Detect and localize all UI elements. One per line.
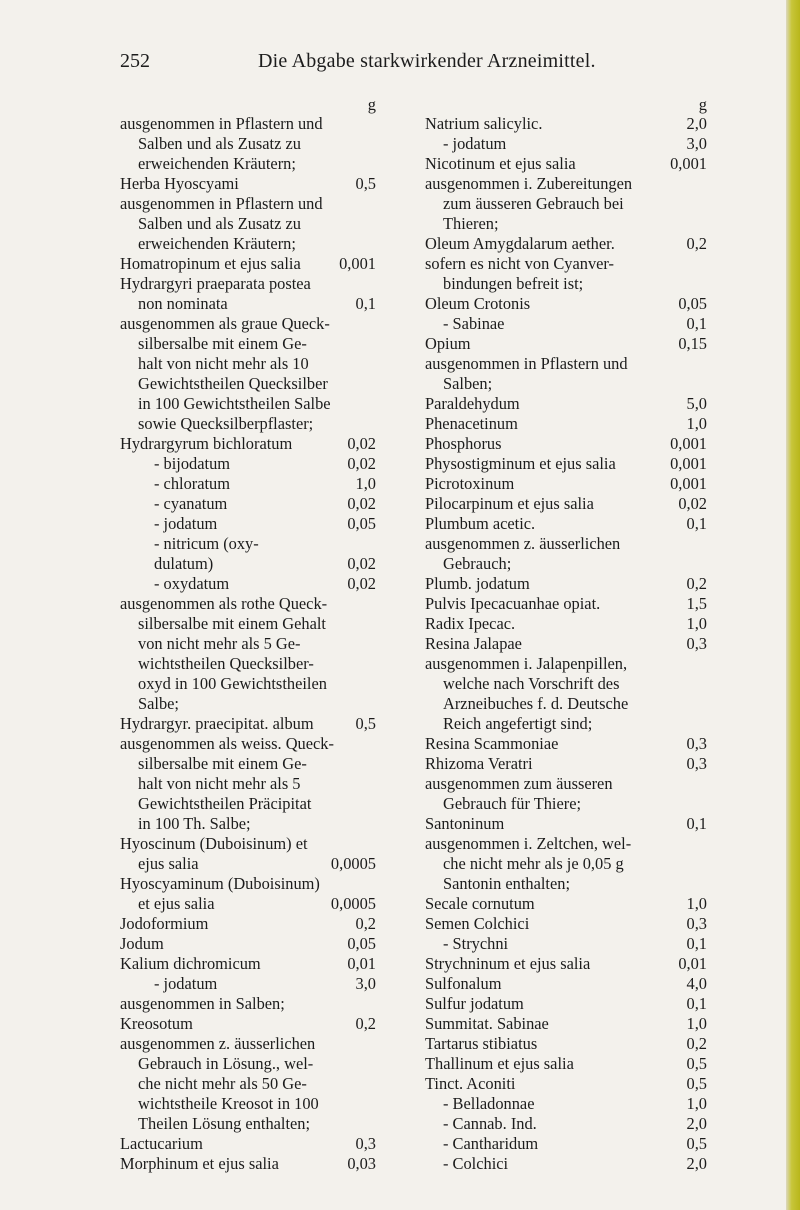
dose-value: 0,02 [347, 454, 376, 473]
dose-value: 2,0 [686, 1114, 707, 1133]
entry-text: - cyanatum [154, 494, 228, 513]
entry-text: Arzneibuches f. d. Deutsche [443, 694, 629, 713]
dose-value: 0,1 [686, 514, 707, 533]
dose-value: 0,3 [686, 634, 707, 653]
entry-text: - jodatum [154, 974, 218, 993]
entry-row [425, 614, 707, 634]
entry-row [425, 374, 707, 394]
entry-row [120, 994, 376, 1014]
entry-text: Gebrauch für Thiere; [443, 794, 582, 813]
entry-row [120, 114, 376, 134]
entry-row [120, 754, 376, 774]
entry-row [425, 774, 707, 794]
entry-row [120, 494, 376, 514]
entry-row [425, 134, 707, 154]
entry-row [425, 814, 707, 834]
entry-text: erweichenden Kräutern; [138, 234, 296, 253]
entry-row [120, 854, 376, 874]
entry-row [120, 214, 376, 234]
entry-text: Hyoscinum (Duboisinum) et [120, 834, 308, 853]
entry-row [120, 354, 376, 374]
entry-text: Tartarus stibiatus [425, 1034, 538, 1053]
entry-row [425, 434, 707, 454]
entry-text: Hydrargyri praeparata postea [120, 274, 311, 293]
dose-value: 0,1 [355, 294, 376, 313]
entry-text: Physostigminum et ejus salia [425, 454, 616, 473]
dose-value: 0,3 [686, 914, 707, 933]
dose-value: 0,1 [686, 814, 707, 833]
entry-row [425, 554, 707, 574]
entry-row [120, 194, 376, 214]
dose-value: 0,02 [347, 554, 376, 573]
entry-text: - Cantharidum [443, 1134, 539, 1153]
entry-row [425, 854, 707, 874]
entry-text: Thallinum et ejus salia [425, 1054, 574, 1073]
entry-text: ausgenommen als graue Queck- [120, 314, 330, 333]
entry-text: et ejus salia [138, 894, 215, 913]
entry-row [120, 834, 376, 854]
entry-text: Hydrargyr. praecipitat. album [120, 714, 314, 733]
entry-text: Jodum [120, 934, 164, 953]
entry-text: Santoninum [425, 814, 505, 833]
dose-value: 0,5 [355, 714, 376, 733]
entry-row [425, 1054, 707, 1074]
entry-text: silbersalbe mit einem Gehalt [138, 614, 326, 633]
entry-row [120, 794, 376, 814]
entry-row [425, 914, 707, 934]
entry-text: Plumbum acetic. [425, 514, 536, 533]
entry-text: ausgenommen i. Zeltchen, wel- [425, 834, 632, 853]
entry-row [120, 674, 376, 694]
dose-value: 0,5 [686, 1134, 707, 1153]
entry-row [120, 1154, 376, 1174]
entry-row [425, 194, 707, 214]
entry-row [425, 414, 707, 434]
entry-row [120, 774, 376, 794]
dose-value: 0,1 [686, 314, 707, 333]
dose-value: 4,0 [686, 974, 707, 993]
entry-text: - bijodatum [154, 454, 231, 473]
entry-text: non nominata [138, 294, 228, 313]
dose-value: 0,3 [686, 754, 707, 773]
page-header [120, 50, 700, 84]
entry-text: Pulvis Ipecacuanhae opiat. [425, 594, 601, 613]
entry-row [120, 814, 376, 834]
entry-text: Summitat. Sabinae [425, 1014, 549, 1033]
dose-value: 1,0 [686, 614, 707, 633]
entry-row [120, 334, 376, 354]
entry-row [425, 114, 707, 134]
entry-text: Morphinum et ejus salia [120, 1154, 279, 1173]
entry-text: Plumb. jodatum [425, 574, 530, 593]
entry-text: Phosphorus [425, 434, 502, 453]
dose-value: 0,2 [686, 234, 707, 253]
dose-value: 2,0 [686, 114, 707, 133]
entry-row [120, 914, 376, 934]
entry-text: ausgenommen z. äusserlichen [120, 1034, 316, 1053]
entry-text: Opium [425, 334, 471, 353]
entry-row [425, 1154, 707, 1174]
entry-row [425, 1094, 707, 1114]
entry-row [120, 534, 376, 554]
entry-row [120, 294, 376, 314]
dose-value: 0,3 [686, 734, 707, 753]
entry-text: - nitricum (oxy- [154, 534, 259, 553]
dose-value: 1,5 [686, 594, 707, 613]
entry-row [425, 254, 707, 274]
entry-row [120, 894, 376, 914]
entry-text: oxyd in 100 Gewichtstheilen [138, 674, 327, 693]
entry-text: halt von nicht mehr als 5 [138, 774, 301, 793]
entry-text: Salbe; [138, 694, 179, 713]
entry-row [120, 554, 376, 574]
entry-row [120, 1074, 376, 1094]
dose-value: 0,0005 [330, 854, 376, 873]
dose-value: 1,0 [686, 1014, 707, 1033]
entry-row [425, 634, 707, 654]
entry-text: ausgenommen in Salben; [120, 994, 285, 1013]
entry-text: silbersalbe mit einem Ge- [138, 334, 307, 353]
dose-value: 0,01 [678, 954, 707, 973]
entry-row [120, 594, 376, 614]
dose-value: 0,05 [678, 294, 707, 313]
dose-value: 0,2 [355, 914, 376, 933]
entry-row [120, 254, 376, 274]
entry-text: Kalium dichromicum [120, 954, 261, 973]
dose-value: 1,0 [686, 1094, 707, 1113]
dose-value: 0,001 [670, 434, 707, 453]
unit-label: g [367, 95, 376, 114]
entry-text: ausgenommen i. Jalapenpillen, [425, 654, 628, 673]
entry-text: in 100 Th. Salbe; [138, 814, 251, 833]
entry-text: - Colchici [443, 1154, 509, 1173]
dose-value: 0,001 [670, 474, 707, 493]
entry-text: Resina Jalapae [425, 634, 522, 653]
dose-value: 1,0 [686, 414, 707, 433]
entry-row [120, 314, 376, 334]
entry-text: - chloratum [154, 474, 231, 493]
entry-row [425, 314, 707, 334]
entry-text: Salben; [443, 374, 493, 393]
entry-text: silbersalbe mit einem Ge- [138, 754, 307, 773]
dose-value: 0,001 [670, 454, 707, 473]
entry-text: che nicht mehr als je 0,05 g [443, 854, 624, 873]
dose-value: 5,0 [686, 394, 707, 413]
entry-text: ejus salia [138, 854, 199, 873]
entry-row [120, 1014, 376, 1034]
entry-text: Tinct. Aconiti [425, 1074, 516, 1093]
entry-text: ausgenommen in Pflastern und [120, 194, 323, 213]
entry-text: Salben und als Zusatz zu [138, 214, 301, 233]
dose-value: 1,0 [355, 474, 376, 493]
entry-text: Resina Scammoniae [425, 734, 559, 753]
entry-row [120, 874, 376, 894]
entry-text: Gebrauch; [443, 554, 512, 573]
entry-row [425, 1014, 707, 1034]
entry-text: dulatum) [154, 554, 214, 573]
entry-row [425, 934, 707, 954]
entry-text: erweichenden Kräutern; [138, 154, 296, 173]
entry-row [425, 1034, 707, 1054]
entry-text: sofern es nicht von Cyanver- [425, 254, 615, 273]
dose-value: 0,001 [339, 254, 376, 273]
entry-text: sowie Quecksilberpflaster; [138, 414, 314, 433]
page-number: 252 [120, 50, 150, 72]
entry-row [120, 1034, 376, 1054]
dose-value: 1,0 [686, 894, 707, 913]
entry-row [425, 994, 707, 1014]
entry-row [120, 474, 376, 494]
entry-row [425, 674, 707, 694]
entry-row [425, 494, 707, 514]
entry-row [425, 334, 707, 354]
entry-row [120, 574, 376, 594]
entry-row [120, 1114, 376, 1134]
entry-text: Thieren; [443, 214, 499, 233]
entry-row [425, 234, 707, 254]
entry-row [120, 454, 376, 474]
entry-text: wichtstheile Kreosot in 100 [138, 1094, 319, 1113]
entry-text: von nicht mehr als 5 Ge- [138, 634, 301, 653]
entry-text: - oxydatum [154, 574, 230, 593]
dose-value: 0,2 [355, 1014, 376, 1033]
entry-text: in 100 Gewichtstheilen Salbe [138, 394, 331, 413]
entry-row [120, 634, 376, 654]
entry-text: Lactucarium [120, 1134, 203, 1153]
entry-text: Radix Ipecac. [425, 614, 516, 633]
entry-row [120, 1094, 376, 1114]
entry-row [425, 974, 707, 994]
entry-row [425, 474, 707, 494]
entry-row [425, 574, 707, 594]
entry-text: che nicht mehr als 50 Ge- [138, 1074, 307, 1093]
entry-row [425, 1134, 707, 1154]
entry-row [425, 874, 707, 894]
entry-row [120, 394, 376, 414]
entry-text: Rhizoma Veratri [425, 754, 533, 773]
entry-text: Sulfur jodatum [425, 994, 524, 1013]
entry-text: - Belladonnae [443, 1094, 535, 1113]
entry-row [425, 514, 707, 534]
entry-text: Paraldehydum [425, 394, 520, 413]
entry-row [120, 954, 376, 974]
dose-value: 0,02 [347, 494, 376, 513]
entry-text: ausgenommen i. Zubereitungen [425, 174, 633, 193]
entry-row [120, 734, 376, 754]
entry-text: Reich angefertigt sind; [443, 714, 593, 733]
dose-value: 0,02 [347, 434, 376, 453]
entry-text: Gebrauch in Lösung., wel- [138, 1054, 314, 1073]
dose-value: 0,1 [686, 934, 707, 953]
entry-text: Pilocarpinum et ejus salia [425, 494, 594, 513]
entry-text: Oleum Crotonis [425, 294, 531, 313]
dose-value: 0,02 [347, 574, 376, 593]
dose-value: 0,15 [678, 334, 707, 353]
entry-text: Salben und als Zusatz zu [138, 134, 301, 153]
entry-row [120, 274, 376, 294]
entry-text: Hydrargyrum bichloratum [120, 434, 293, 453]
entry-row [425, 734, 707, 754]
dose-value: 0,5 [686, 1074, 707, 1093]
entry-row [120, 614, 376, 634]
dose-value: 3,0 [355, 974, 376, 993]
entry-row [120, 694, 376, 714]
entry-row [425, 894, 707, 914]
entry-row [425, 154, 707, 174]
dose-value: 0,0005 [330, 894, 376, 913]
right-column [425, 96, 707, 1174]
entry-text: wichtstheilen Quecksilber- [138, 654, 314, 673]
dose-value: 0,01 [347, 954, 376, 973]
entry-text: Hyoscyaminum (Duboisinum) [120, 874, 320, 893]
entry-row [120, 174, 376, 194]
dose-value: 2,0 [686, 1154, 707, 1173]
entry-text: Herba Hyoscyami [120, 174, 239, 193]
entry-row [120, 134, 376, 154]
entry-row [120, 514, 376, 534]
entry-text: welche nach Vorschrift des [443, 674, 620, 693]
entry-row [425, 454, 707, 474]
entry-text: ausgenommen zum äusseren [425, 774, 613, 793]
dose-value: 3,0 [686, 134, 707, 153]
entry-text: - jodatum [154, 514, 218, 533]
page-edge [786, 0, 800, 1210]
entry-text: Sulfonalum [425, 974, 502, 993]
entry-row [120, 654, 376, 674]
entry-row [425, 354, 707, 374]
entry-row [425, 1114, 707, 1134]
entry-row [425, 534, 707, 554]
entry-row [120, 374, 376, 394]
entry-text: Gewichtstheilen Präcipitat [138, 794, 312, 813]
entry-text: Santonin enthalten; [443, 874, 571, 893]
entry-row [120, 234, 376, 254]
entry-text: ausgenommen in Pflastern und [120, 114, 323, 133]
entry-row [425, 594, 707, 614]
entry-row [425, 954, 707, 974]
entry-row [120, 714, 376, 734]
entry-text: Jodoformium [120, 914, 209, 933]
entry-row [425, 714, 707, 734]
dose-value: 0,3 [355, 1134, 376, 1153]
entry-row [425, 834, 707, 854]
dose-value: 0,02 [678, 494, 707, 513]
entry-text: - jodatum [443, 134, 507, 153]
dose-value: 0,001 [670, 154, 707, 173]
entry-row [425, 694, 707, 714]
entry-text: ausgenommen z. äusserlichen [425, 534, 621, 553]
entry-row [425, 394, 707, 414]
entry-row [120, 934, 376, 954]
entry-text: - Cannab. Ind. [443, 1114, 537, 1133]
entry-text: Kreosotum [120, 1014, 193, 1033]
dose-value: 0,05 [347, 934, 376, 953]
entry-row [425, 1074, 707, 1094]
entry-row [120, 1054, 376, 1074]
dose-value: 0,5 [355, 174, 376, 193]
running-title: Die Abgabe starkwirkender Arzneimittel. [258, 50, 596, 72]
entry-text: - Strychni [443, 934, 509, 953]
entry-text: halt von nicht mehr als 10 [138, 354, 309, 373]
entry-text: ausgenommen in Pflastern und [425, 354, 628, 373]
entry-row [425, 274, 707, 294]
entry-text: Semen Colchici [425, 914, 530, 933]
unit-label: g [698, 95, 707, 114]
entry-text: Natrium salicylic. [425, 114, 543, 133]
dose-value: 0,1 [686, 994, 707, 1013]
entry-row [425, 214, 707, 234]
entry-row [425, 794, 707, 814]
entry-text: Secale cornutum [425, 894, 535, 913]
entry-text: Gewichtstheilen Quecksilber [138, 374, 328, 393]
entry-text: Oleum Amygdalarum aether. [425, 234, 615, 253]
dose-value: 0,5 [686, 1054, 707, 1073]
entry-text: Phenacetinum [425, 414, 518, 433]
dose-value: 0,03 [347, 1154, 376, 1173]
entry-row [120, 1134, 376, 1154]
entry-text: ausgenommen als rothe Queck- [120, 594, 328, 613]
dose-value: 0,2 [686, 574, 707, 593]
dose-value: 0,2 [686, 1034, 707, 1053]
dose-value: 0,05 [347, 514, 376, 533]
entry-text: - Sabinae [443, 314, 505, 333]
entry-row [120, 414, 376, 434]
entry-text: Strychninum et ejus salia [425, 954, 591, 973]
entry-text: Theilen Lösung enthalten; [138, 1114, 311, 1133]
entry-row [120, 434, 376, 454]
entry-row [425, 294, 707, 314]
entry-text: ausgenommen als weiss. Queck- [120, 734, 334, 753]
entry-text: zum äusseren Gebrauch bei [443, 194, 624, 213]
entry-row [425, 654, 707, 674]
entry-text: Homatropinum et ejus salia [120, 254, 301, 273]
left-column [120, 96, 376, 1174]
entry-row [425, 754, 707, 774]
entry-row [425, 174, 707, 194]
entry-text: Nicotinum et ejus salia [425, 154, 576, 173]
entry-text: bindungen befreit ist; [443, 274, 584, 293]
entry-row [120, 974, 376, 994]
entry-text: Picrotoxinum [425, 474, 515, 493]
entry-row [120, 154, 376, 174]
